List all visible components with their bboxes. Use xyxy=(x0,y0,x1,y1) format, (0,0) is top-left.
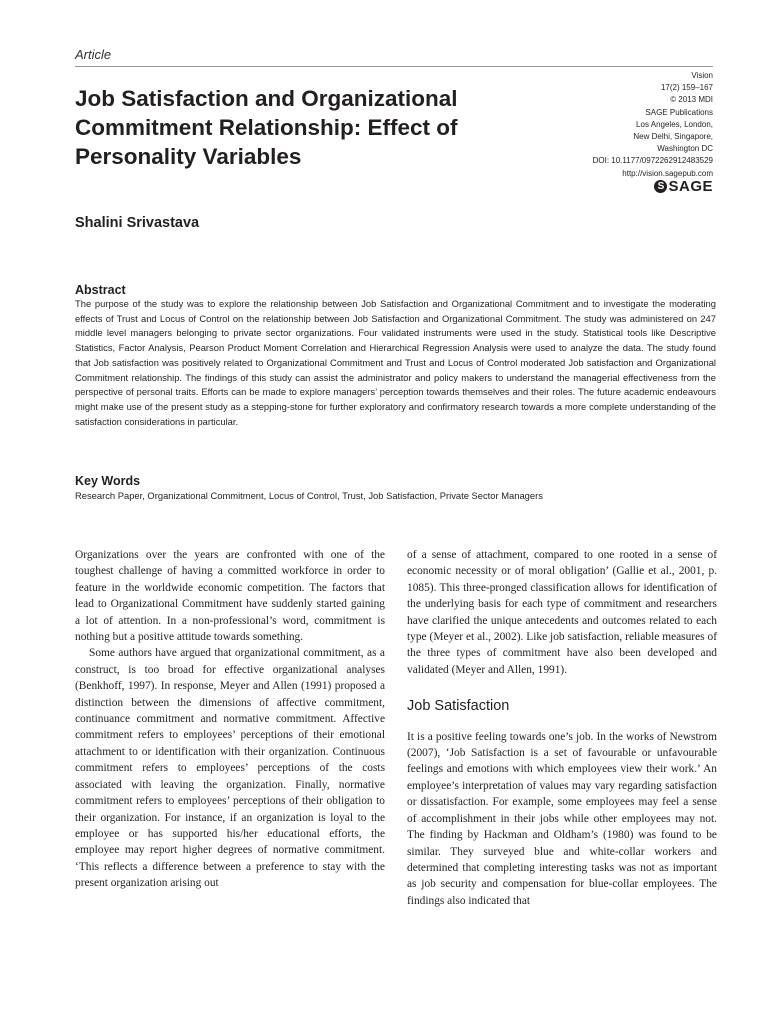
body-paragraph: It is a positive feeling towards one’s job. In the works of Newstrom (2007), ‘Job Satisfaction is a set of favourable or unfavourable feelings and emotions with which employees view their work.’ An employee’s interpretation of values may vary regarding satisfaction or dissatisfaction. For example, some employees may feel a sense of accomplishment in their jobs while other employees may not. The finding by Hackman and Oldham’s (1980) was found to be similar. They surveyed blue and white-collar workers and determined that completing interesting tasks was not as important as job security and compensation for blue-collar employees. The findings also indicated that xyxy=(407,730,717,907)
journal-url[interactable]: http://vision.sagepub.com xyxy=(622,168,713,178)
sage-logo-icon: S xyxy=(654,180,667,193)
body-column-left xyxy=(75,547,385,892)
header-divider xyxy=(75,66,713,67)
journal-volume: 17(2) 159–167 xyxy=(660,83,713,93)
body-column-right xyxy=(407,547,717,909)
body-paragraph: of a sense of attachment, compared to one rooted in a sense of economic necessity or of moral obligation’ (Gallie et al., 2001, p. 1085). This three-pronged classification allows for identification of the underlying basis for each type of commitment and researchers have clarified the unique antecedents and outcomes related to each type (Meyer et al., 2002). Like job satisfaction, reliable measures of the three types of commitment have also been developed and validated (Meyer and Allen, 1991). xyxy=(407,549,717,676)
body-paragraph: Organizations over the years are confronted with one of the toughest challenge of having a committed workforce in order to feature in the worldwide economic competition. The factors that lead to Organizational Commitment have suddenly started gaining a lot of attention. In a non-professional’s word, commitment is nothing but a positive attitude towards something. xyxy=(75,549,385,644)
keywords-text: Research Paper, Organizational Commitment, Locus of Control, Trust, Job Satisfaction, Private Sector Managers xyxy=(75,490,543,501)
publisher-city-1: Los Angeles, London, xyxy=(636,119,713,129)
abstract-heading: Abstract xyxy=(75,283,126,297)
paper-title: Job Satisfaction and Organizational Commitment Relationship: Effect of Personality Variables xyxy=(75,86,458,169)
section-heading-job-satisfaction: Job Satisfaction xyxy=(407,698,510,715)
sage-logo-text: SAGE xyxy=(668,178,713,195)
abstract-text: The purpose of the study was to explore the relationship between Job Satisfaction and Organizational Commitment and to investigate the moderating effects of Trust and Locus of Control on the relationship between Job Satisfaction and Organizational Commitment. The study was administered on 247 middle level managers belonging to private sector organizations. Four validated instruments were used in the study. Statistical tools like Descriptive Statistics, Factor Analysis, Pearson Product Moment Correlation and Hierarchical Regression Analysis were used to analyze the data. The study found that Job satisfaction was positively related to Organizational Commitment and Trust and Locus of Control moderated Job satisfaction and Organizational Commitment relationship. The findings of this study can assist the administrator and policy makers to understand the managerial effectiveness from the perspective of personal traits. Efforts can be made to explore managers’ perception towards themselves and their roles. The future academic endeavours might make use of the present study as a stepping-stone for further exploratory and confirmatory research towards a more complete understanding of the satisfaction considerations in particular. xyxy=(75,298,716,427)
journal-name: Vision xyxy=(691,71,713,80)
author-name: Shalini Srivastava xyxy=(75,215,200,231)
sage-logo xyxy=(654,178,713,195)
article-type-label: Article xyxy=(75,47,112,62)
journal-copyright: © 2013 MDI xyxy=(670,95,713,105)
publisher-city-3: Washington DC xyxy=(657,144,713,154)
body-paragraph: Some authors have argued that organizational commitment, as a construct, is too broad for effective organizational analyses (Benkhoff, 1997). In response, Meyer and Allen (1991) proposed a distinction between the dimensions of affective commitment, continuance commitment and normative commitment. Affective commitment refers to employees’ perceptions of their emotional attachment to or identification with their organization. Continuous commitment refers to employees’ perceptions of the costs associated with leaving the organization. Finally, normative commitment refers to employees’ perceptions of their obligation to their organization. For instance, if an organization is loyal to the employee or has supported his/her educational efforts, the employee may report higher degrees of normative commitment. ‘This reflects a difference between a preference to stay with the present organization arising out xyxy=(75,647,385,890)
keywords-heading: Key Words xyxy=(75,474,141,488)
doi-text: DOI: 10.1177/0972262912483529 xyxy=(592,156,713,166)
publisher-name: SAGE Publications xyxy=(645,107,713,117)
journal-meta xyxy=(533,70,713,180)
publisher-city-2: New Delhi, Singapore, xyxy=(633,132,713,142)
